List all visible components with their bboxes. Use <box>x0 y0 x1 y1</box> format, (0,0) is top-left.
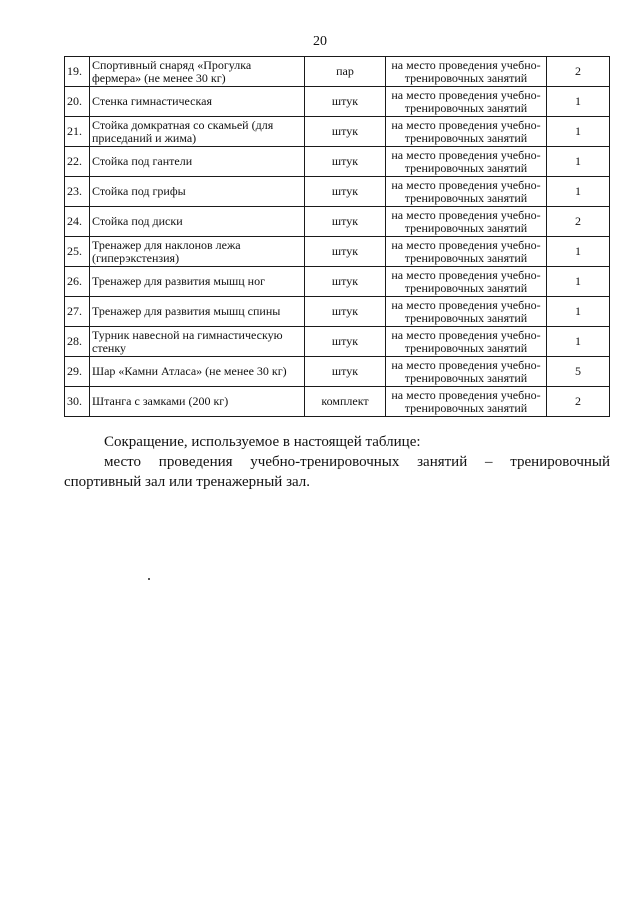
table-row <box>65 87 610 117</box>
item-quantity: 2 <box>547 57 610 87</box>
item-place: на место проведения учебно-тренировочных занятий <box>386 207 547 237</box>
page-number: 20 <box>313 34 327 49</box>
item-unit: штук <box>305 87 386 117</box>
item-unit: штук <box>305 267 386 297</box>
item-unit: штук <box>305 177 386 207</box>
item-place: на место проведения учебно-тренировочных занятий <box>386 237 547 267</box>
item-place: на место проведения учебно-тренировочных занятий <box>386 177 547 207</box>
abbreviation-note-text: место проведения учебно-тренировочных занятий – тренировочный спортивный зал или тренажерный зал. <box>64 454 610 490</box>
item-place: на место проведения учебно-тренировочных занятий <box>386 117 547 147</box>
item-place: на место проведения учебно-тренировочных занятий <box>386 87 547 117</box>
item-quantity: 1 <box>547 87 610 117</box>
item-unit: штук <box>305 207 386 237</box>
item-name: Стойка под гантели <box>90 147 305 177</box>
row-number: 25. <box>65 237 90 267</box>
table-row <box>65 147 610 177</box>
item-unit: штук <box>305 297 386 327</box>
item-quantity: 1 <box>547 177 610 207</box>
item-name: Шар «Камни Атласа» (не менее 30 кг) <box>90 357 305 387</box>
item-name: Стенка гимнастическая <box>90 87 305 117</box>
item-quantity: 2 <box>547 387 610 417</box>
row-number: 28. <box>65 327 90 357</box>
item-quantity: 1 <box>547 267 610 297</box>
item-quantity: 1 <box>547 297 610 327</box>
item-name: Тренажер для развития мышц ног <box>90 267 305 297</box>
item-place: на место проведения учебно-тренировочных занятий <box>386 357 547 387</box>
item-unit: штук <box>305 327 386 357</box>
row-number: 22. <box>65 147 90 177</box>
item-unit: штук <box>305 117 386 147</box>
row-number: 20. <box>65 87 90 117</box>
item-name: Стойка под грифы <box>90 177 305 207</box>
item-place: на место проведения учебно-тренировочных занятий <box>386 147 547 177</box>
table-row <box>65 327 610 357</box>
table-row <box>65 387 610 417</box>
item-quantity: 1 <box>547 147 610 177</box>
item-unit: пар <box>305 57 386 87</box>
row-number: 27. <box>65 297 90 327</box>
item-name: Стойка под диски <box>90 207 305 237</box>
item-quantity: 5 <box>547 357 610 387</box>
table-row <box>65 267 610 297</box>
item-name: Тренажер для развития мышц спины <box>90 297 305 327</box>
item-unit: штук <box>305 357 386 387</box>
table-row <box>65 57 610 87</box>
table-row <box>65 357 610 387</box>
item-name: Турник навесной на гимнастическую стенку <box>90 327 305 357</box>
item-name: Тренажер для наклонов лежа (гиперэкстензия) <box>90 237 305 267</box>
item-place: на место проведения учебно-тренировочных занятий <box>386 267 547 297</box>
table-row <box>65 177 610 207</box>
table-row <box>65 207 610 237</box>
row-number: 19. <box>65 57 90 87</box>
item-quantity: 1 <box>547 117 610 147</box>
equipment-table-body <box>65 57 610 417</box>
equipment-table <box>64 56 610 417</box>
item-place: на место проведения учебно-тренировочных занятий <box>386 327 547 357</box>
item-quantity: 2 <box>547 207 610 237</box>
row-number: 26. <box>65 267 90 297</box>
row-number: 24. <box>65 207 90 237</box>
item-unit: штук <box>305 147 386 177</box>
abbreviation-note-title: Сокращение, используемое в настоящей таблице: <box>104 434 421 450</box>
item-place: на место проведения учебно-тренировочных занятий <box>386 297 547 327</box>
table-row <box>65 297 610 327</box>
scan-speck <box>148 578 150 580</box>
item-unit: комплект <box>305 387 386 417</box>
item-place: на место проведения учебно-тренировочных занятий <box>386 387 547 417</box>
item-quantity: 1 <box>547 327 610 357</box>
table-row <box>65 117 610 147</box>
item-quantity: 1 <box>547 237 610 267</box>
row-number: 23. <box>65 177 90 207</box>
item-place: на место проведения учебно-тренировочных занятий <box>386 57 547 87</box>
row-number: 21. <box>65 117 90 147</box>
table-row <box>65 237 610 267</box>
item-name: Стойка домкратная со скамьей (для приседаний и жима) <box>90 117 305 147</box>
item-name: Спортивный снаряд «Прогулка фермера» (не менее 30 кг) <box>90 57 305 87</box>
item-name: Штанга с замками (200 кг) <box>90 387 305 417</box>
row-number: 30. <box>65 387 90 417</box>
row-number: 29. <box>65 357 90 387</box>
item-unit: штук <box>305 237 386 267</box>
